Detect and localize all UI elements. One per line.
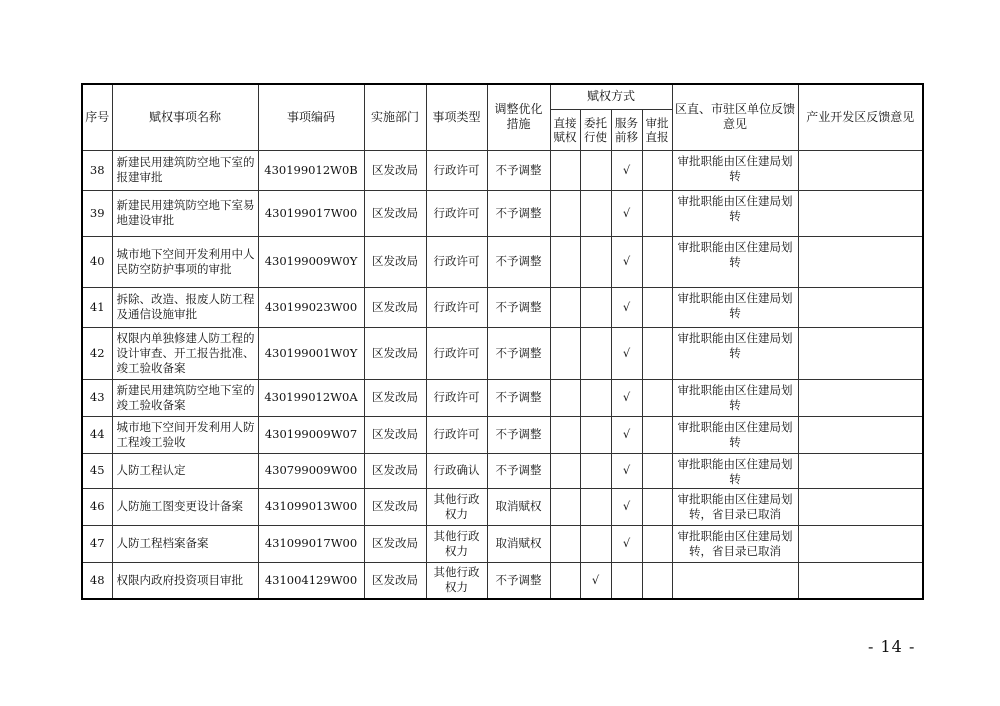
row-mark-direct <box>550 236 580 287</box>
row-name: 新建民用建筑防空地下室的报建审批 <box>112 150 258 190</box>
row-adjust: 不予调整 <box>487 190 550 236</box>
row-feedback-district: 审批职能由区住建局划转 <box>672 190 798 236</box>
row-mark-report <box>642 150 672 190</box>
row-code: 430199001W0Y <box>258 327 364 379</box>
row-feedback-zone <box>798 562 923 599</box>
table-row <box>82 190 923 236</box>
row-feedback-district <box>672 562 798 599</box>
row-mark-forward: √ <box>611 190 642 236</box>
row-dept: 区发改局 <box>364 287 426 327</box>
row-mark-entrust <box>580 488 611 525</box>
row-mark-direct <box>550 488 580 525</box>
page-number: - 14 - <box>868 637 916 656</box>
row-mark-direct <box>550 562 580 599</box>
row-name: 拆除、改造、报废人防工程及通信设施审批 <box>112 287 258 327</box>
row-feedback-zone <box>798 190 923 236</box>
row-seq: 39 <box>82 190 112 236</box>
row-mark-report <box>642 287 672 327</box>
row-mark-direct <box>550 190 580 236</box>
row-mark-entrust: √ <box>580 562 611 599</box>
header-code: 事项编码 <box>258 84 364 150</box>
row-feedback-zone <box>798 287 923 327</box>
table-row <box>82 287 923 327</box>
row-code: 431099017W00 <box>258 525 364 562</box>
row-feedback-district: 审批职能由区住建局划转 <box>672 453 798 488</box>
row-name: 城市地下空间开发利用人防工程竣工验收 <box>112 416 258 453</box>
row-seq: 42 <box>82 327 112 379</box>
row-feedback-district: 审批职能由区住建局划转 <box>672 150 798 190</box>
row-adjust: 不予调整 <box>487 562 550 599</box>
table-row <box>82 488 923 525</box>
table-row <box>82 379 923 416</box>
table-row <box>82 416 923 453</box>
row-mark-report <box>642 379 672 416</box>
row-name: 权限内单独修建人防工程的设计审查、开工报告批准、竣工验收备案 <box>112 327 258 379</box>
header-mode-forward: 服务前移 <box>611 109 642 150</box>
row-code: 430199009W07 <box>258 416 364 453</box>
row-type: 行政确认 <box>426 453 487 488</box>
row-code: 430199009W0Y <box>258 236 364 287</box>
row-adjust: 不予调整 <box>487 150 550 190</box>
row-feedback-district: 审批职能由区住建局划转 <box>672 379 798 416</box>
row-mark-direct <box>550 416 580 453</box>
row-mark-forward <box>611 562 642 599</box>
row-mark-entrust <box>580 190 611 236</box>
row-type: 行政许可 <box>426 327 487 379</box>
row-adjust: 取消赋权 <box>487 488 550 525</box>
table-row <box>82 525 923 562</box>
table-body <box>82 150 923 599</box>
row-adjust: 不予调整 <box>487 287 550 327</box>
row-mark-report <box>642 416 672 453</box>
row-mark-forward: √ <box>611 488 642 525</box>
row-feedback-district: 审批职能由区住建局划转，省目录已取消 <box>672 488 798 525</box>
row-feedback-district: 审批职能由区住建局划转 <box>672 327 798 379</box>
row-code: 430199023W00 <box>258 287 364 327</box>
row-mark-report <box>642 453 672 488</box>
row-mark-report <box>642 525 672 562</box>
row-feedback-zone <box>798 379 923 416</box>
header-adjust: 调整优化措施 <box>487 84 550 150</box>
table-row <box>82 562 923 599</box>
row-dept: 区发改局 <box>364 525 426 562</box>
row-dept: 区发改局 <box>364 150 426 190</box>
row-type: 行政许可 <box>426 150 487 190</box>
row-mark-entrust <box>580 150 611 190</box>
header-feedback-zone: 产业开发区反馈意见 <box>798 84 923 150</box>
row-mark-forward: √ <box>611 150 642 190</box>
row-mark-entrust <box>580 287 611 327</box>
row-dept: 区发改局 <box>364 190 426 236</box>
row-adjust: 不予调整 <box>487 379 550 416</box>
row-adjust: 不予调整 <box>487 236 550 287</box>
row-mark-forward: √ <box>611 327 642 379</box>
header-name: 赋权事项名称 <box>112 84 258 150</box>
row-dept: 区发改局 <box>364 236 426 287</box>
header-seq: 序号 <box>82 84 112 150</box>
row-type: 行政许可 <box>426 287 487 327</box>
row-adjust: 不予调整 <box>487 416 550 453</box>
row-mark-direct <box>550 327 580 379</box>
row-name: 人防施工图变更设计备案 <box>112 488 258 525</box>
table-row <box>82 150 923 190</box>
row-feedback-zone <box>798 236 923 287</box>
header-dept: 实施部门 <box>364 84 426 150</box>
row-mark-report <box>642 190 672 236</box>
row-feedback-district: 审批职能由区住建局划转，省目录已取消 <box>672 525 798 562</box>
row-type: 行政许可 <box>426 236 487 287</box>
row-feedback-district: 审批职能由区住建局划转 <box>672 416 798 453</box>
header-mode-entrust: 委托行使 <box>580 109 611 150</box>
row-dept: 区发改局 <box>364 327 426 379</box>
row-code: 430199017W00 <box>258 190 364 236</box>
row-mark-forward: √ <box>611 525 642 562</box>
row-mark-entrust <box>580 379 611 416</box>
row-feedback-zone <box>798 416 923 453</box>
row-mark-direct <box>550 453 580 488</box>
row-code: 430199012W0A <box>258 379 364 416</box>
header-type: 事项类型 <box>426 84 487 150</box>
table-row <box>82 327 923 379</box>
header-mode: 赋权方式 <box>550 84 672 109</box>
row-seq: 44 <box>82 416 112 453</box>
row-seq: 48 <box>82 562 112 599</box>
row-feedback-zone <box>798 453 923 488</box>
row-mark-entrust <box>580 525 611 562</box>
row-feedback-district: 审批职能由区住建局划转 <box>672 287 798 327</box>
row-mark-direct <box>550 525 580 562</box>
row-mark-direct <box>550 150 580 190</box>
row-feedback-zone <box>798 150 923 190</box>
row-seq: 41 <box>82 287 112 327</box>
row-seq: 43 <box>82 379 112 416</box>
row-code: 431004129W00 <box>258 562 364 599</box>
row-mark-report <box>642 327 672 379</box>
row-feedback-zone <box>798 327 923 379</box>
row-seq: 38 <box>82 150 112 190</box>
row-type: 行政许可 <box>426 379 487 416</box>
row-feedback-zone <box>798 488 923 525</box>
row-mark-entrust <box>580 327 611 379</box>
row-feedback-district: 审批职能由区住建局划转 <box>672 236 798 287</box>
row-mark-direct <box>550 379 580 416</box>
row-adjust: 取消赋权 <box>487 525 550 562</box>
row-code: 431099013W00 <box>258 488 364 525</box>
row-seq: 47 <box>82 525 112 562</box>
row-name: 人防工程认定 <box>112 453 258 488</box>
row-mark-forward: √ <box>611 379 642 416</box>
header-mode-report: 审批直报 <box>642 109 672 150</box>
row-mark-report <box>642 488 672 525</box>
authorization-table <box>81 83 924 600</box>
row-code: 430199012W0B <box>258 150 364 190</box>
row-mark-report <box>642 236 672 287</box>
table-row <box>82 236 923 287</box>
row-mark-forward: √ <box>611 287 642 327</box>
row-mark-report <box>642 562 672 599</box>
row-adjust: 不予调整 <box>487 327 550 379</box>
row-mark-forward: √ <box>611 416 642 453</box>
row-type: 行政许可 <box>426 190 487 236</box>
row-seq: 45 <box>82 453 112 488</box>
row-mark-direct <box>550 287 580 327</box>
row-seq: 46 <box>82 488 112 525</box>
row-name: 人防工程档案备案 <box>112 525 258 562</box>
header-feedback-district: 区直、市驻区单位反馈意见 <box>672 84 798 150</box>
row-mark-entrust <box>580 416 611 453</box>
row-dept: 区发改局 <box>364 453 426 488</box>
row-dept: 区发改局 <box>364 416 426 453</box>
row-dept: 区发改局 <box>364 379 426 416</box>
row-type: 行政许可 <box>426 416 487 453</box>
row-dept: 区发改局 <box>364 562 426 599</box>
row-type: 其他行政权力 <box>426 488 487 525</box>
row-dept: 区发改局 <box>364 488 426 525</box>
row-name: 城市地下空间开发利用中人民防空防护事项的审批 <box>112 236 258 287</box>
row-mark-entrust <box>580 236 611 287</box>
row-code: 430799009W00 <box>258 453 364 488</box>
header-mode-direct: 直接赋权 <box>550 109 580 150</box>
row-adjust: 不予调整 <box>487 453 550 488</box>
row-type: 其他行政权力 <box>426 525 487 562</box>
row-mark-entrust <box>580 453 611 488</box>
row-type: 其他行政权力 <box>426 562 487 599</box>
row-name: 权限内政府投资项目审批 <box>112 562 258 599</box>
row-name: 新建民用建筑防空地下室的竣工验收备案 <box>112 379 258 416</box>
row-feedback-zone <box>798 525 923 562</box>
row-mark-forward: √ <box>611 236 642 287</box>
table-row <box>82 453 923 488</box>
row-name: 新建民用建筑防空地下室易地建设审批 <box>112 190 258 236</box>
row-mark-forward: √ <box>611 453 642 488</box>
row-seq: 40 <box>82 236 112 287</box>
